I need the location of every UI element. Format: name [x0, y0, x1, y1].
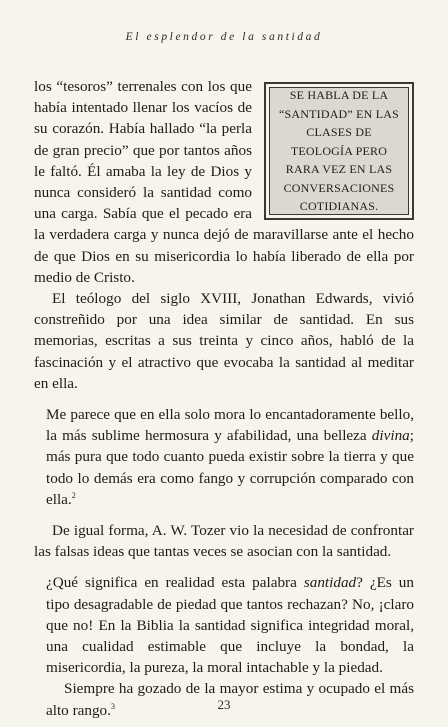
block-quote-edwards [34, 404, 414, 510]
pullquote-box [264, 82, 414, 220]
quote-text: ¿Qué significa en realidad esta palabra santidad? ¿Es un tipo desagradable de piedad que tantos rechazan? No, ¡claro que no! En la Biblia la santidad significa integridad moral, una cualidad estimable que incluye la bondad, la misericordia, la pureza, la moral intachable y la piedad. [46, 574, 414, 677]
paragraph-continuation [34, 76, 414, 288]
paragraph-edwards: El teólogo del siglo XVIII, Jonathan Edwards, vivió constreñido por una idea similar de santidad. En sus memorias, escritas a sus treinta y cinco años, habló de la fascinación y el atractivo que evocaba la santidad al meditar en ella. [34, 290, 414, 392]
emphasis-divina: divina [371, 427, 410, 445]
footnote-ref-2: 2 [71, 490, 76, 500]
paragraph-text: los “tesoros” terrenales con los que había intentado llenar los vacíos de su corazón. Había hallado “la perla de gran precio” que por tantos años le faltó. Él amaba la ley de Dios y nunca consideró la santidad como una carga. Sabía que el pecado era la verdadera carga y nunca dejó de maravillarse ante el hecho de que Dios en su misericordia lo había liberado de ella por medio de Cristo. [34, 78, 414, 286]
body-text [34, 76, 414, 721]
emphasis-santidad: santidad [303, 574, 357, 592]
pullquote-text: SE HABLA DE LA “SANTIDAD” EN LAS CLASES DE TEOLOGÍA PERO RARA VEZ EN LAS CONVERSACIONES COTIDIANAS. [278, 88, 400, 214]
page-number: 23 [217, 697, 231, 712]
footnote-ref-3: 3 [110, 701, 115, 711]
pullquote-inner [269, 87, 409, 215]
running-head: El esplendor de la santidad [125, 31, 323, 43]
paragraph-tozer: De igual forma, A. W. Tozer vio la necesidad de confrontar las falsas ideas que tantas veces se asocian con la santidad. [34, 522, 414, 561]
quote-text-continued: Siempre ha gozado de la mayor estima y ocupado el más alto rango.$^3$ [46, 680, 414, 719]
quote-text: Me parece que en ella solo mora lo encantadoramente bello, la más sublime hermosura y afabilidad, una belleza divina; más pura que todo cuanto pueda existir sobre la tierra y que todo lo demás era como fango y corrupción comparado con ella.$^2$ [46, 406, 414, 508]
